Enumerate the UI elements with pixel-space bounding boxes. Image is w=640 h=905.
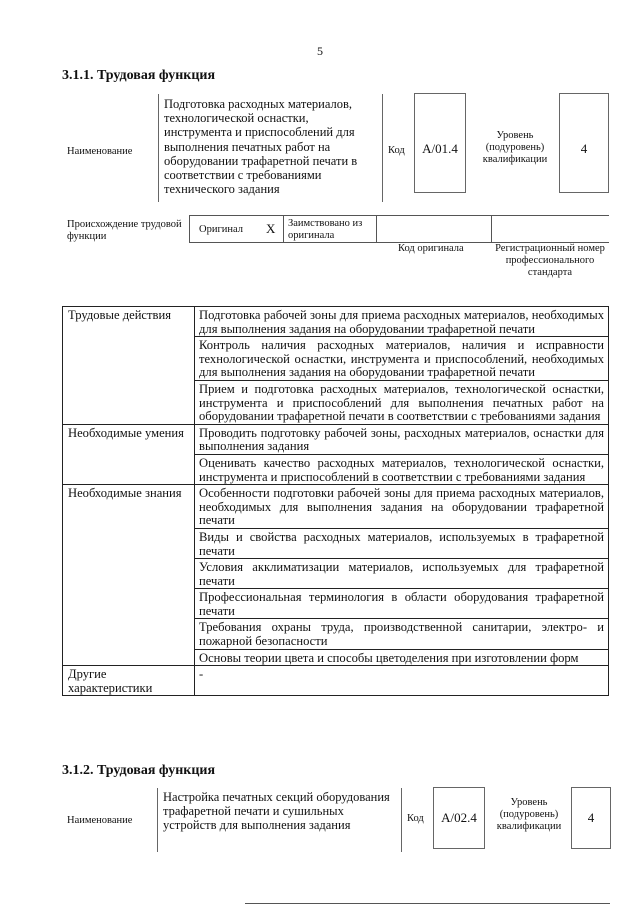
code-box-2 [433,787,485,849]
knowledge-item: Условия акклиматизации материалов, используемых для трафаретной печати [195,559,609,589]
page-number: 5 [317,44,323,58]
knowledge-item: Виды и свойства расходных материалов, используемых в трафаретной печати [195,528,609,558]
level-label-2: Уровень (подуровень) квалификации [496,797,562,832]
knowledge-item: Особенности подготовки рабочей зоны для приема расходных материалов, необходимых для выполнения задания на оборудовании трафаретной печати [195,485,609,529]
table-row [63,307,609,337]
knowledge-item: Основы теории цвета и способы цветоделения при изготовлении форм [195,649,609,666]
table-row [63,424,609,454]
name-label: Наименование [67,146,133,157]
knowledge-item: Профессиональная терминология в области оборудования трафаретной печати [195,589,609,619]
actions-label: Трудовые действия [63,307,195,425]
other-value: - [195,666,609,696]
function-name-2: Настройка печатных секций оборудования трафаретной печати и сушильных устройств для выполнения задания [163,790,390,833]
function-name: Подготовка расходных материалов, технологической оснастки, инструмента и приспособлений для выполнения печатных работ на оборудовании трафаретной печати в соответствии с требованиями технического задания [164,97,358,197]
borrowed-label: Заимствовано из оригинала [288,218,363,241]
code-label-2: Код [407,813,424,824]
skills-label: Необходимые умения [63,424,195,484]
knowledge-label: Необходимые знания [63,485,195,666]
name-label-2: Наименование [67,815,133,826]
function-table [62,306,609,696]
origin-label: Происхождение трудовой функции [67,219,182,242]
original-label: Оригинал [199,224,243,235]
skill-item: Проводить подготовку рабочей зоны, расходных материалов, оснастки для выполнения задания [195,424,609,454]
level-label: Уровень (подуровень) квалификации [482,130,548,165]
code-value: A/01.4 [422,141,458,156]
level-value-2: 4 [587,810,595,825]
level-box [559,93,609,193]
section-title: 3.1.1. Трудовая функция [62,68,216,83]
action-item: Подготовка рабочей зоны для приема расходных материалов, необходимых для выполнения задания на оборудовании трафаретной печати [195,307,609,337]
action-item: Контроль наличия расходных материалов, наличия и исправности технологической оснастки, инструмента и приспособлений, необходимых для выполнения задания на оборудовании трафаретной печати [195,337,609,381]
original-mark: X [266,221,276,236]
code-value-2: A/02.4 [441,810,477,825]
level-value: 4 [580,141,588,156]
function-name-box [158,94,383,202]
table-row [63,666,609,696]
function-name-box-2 [157,788,402,852]
knowledge-item: Требования охраны труда, производственной санитарии, электро- и пожарной безопасности [195,619,609,649]
code-label: Код [388,145,405,156]
code-box [414,93,466,193]
action-item: Прием и подготовка расходных материалов, технологической оснастки, инструмента и приспособлений для выполнения печатных работ на оборудовании трафаретной печати в соответствии с требованиями задания [195,380,609,424]
skill-item: Оценивать качество расходных материалов, технологической оснастки, инструмента и приспособлений в соответствии с требованиями задания [195,454,609,484]
code-original-label: Код оригинала [398,243,464,254]
other-label: Другие характеристики [63,666,195,696]
level-box-2 [571,787,611,849]
section-title-2: 3.1.2. Трудовая функция [62,763,216,778]
reg-number-label: Регистрационный номер профессионального стандарта [495,243,605,278]
table-row [63,485,609,529]
